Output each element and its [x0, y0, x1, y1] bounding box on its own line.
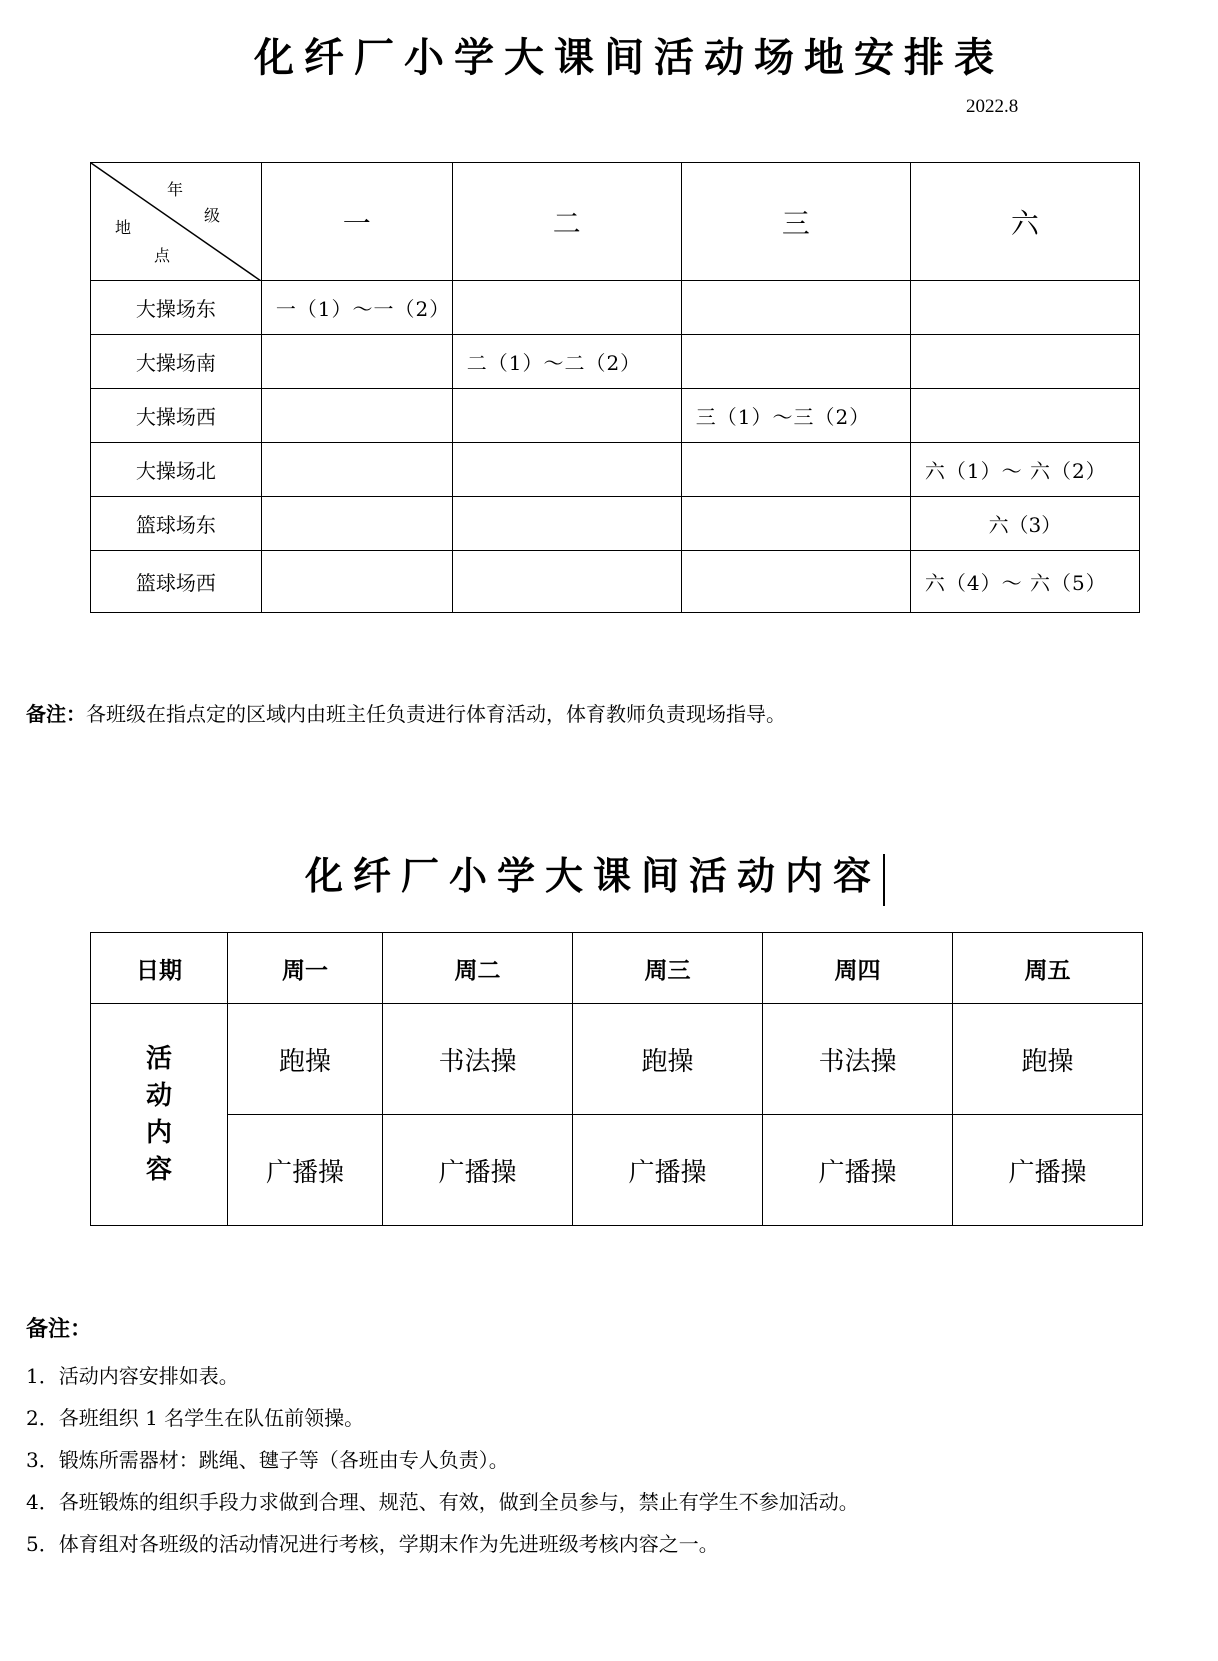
assignment-cell	[261, 335, 452, 389]
assignment-cell	[910, 389, 1139, 443]
note-venue	[26, 698, 786, 727]
place-cell: 大操场北	[91, 443, 262, 497]
header-cell: 周二	[383, 933, 573, 1004]
table-row	[91, 1115, 1143, 1226]
assignment-cell	[261, 551, 452, 613]
table-row	[91, 551, 1140, 613]
corner-label-place-2: 点	[154, 246, 171, 265]
assignment-cell	[452, 389, 681, 443]
page-title-schedule: 化纤厂小学大课间活动场地安排表	[254, 34, 1004, 81]
header-cell: 周三	[573, 933, 763, 1004]
header-cell: 日期	[91, 933, 228, 1004]
place-cell: 篮球场西	[91, 551, 262, 613]
assignment-cell: 六（1）～ 六（2）	[910, 443, 1139, 497]
grade-header: 三	[681, 163, 910, 281]
table-row	[91, 443, 1140, 497]
date-label: 2022.8	[966, 96, 1019, 117]
note-text: 各班级在指点定的区域内由班主任负责进行体育活动，体育教师负责现场指导。	[86, 702, 786, 726]
side-label-char: 容	[145, 1154, 172, 1185]
assignment-cell	[910, 281, 1139, 335]
note-item: 4．各班锻炼的组织手段力求做到合理、规范、有效，做到全员参与，禁止有学生不参加活动。	[26, 1490, 859, 1514]
activity-cell: 广播操	[763, 1115, 953, 1226]
assignment-cell	[452, 551, 681, 613]
activity-cell: 书法操	[763, 1004, 953, 1115]
activity-cell: 跑操	[953, 1004, 1143, 1115]
note-item: 2．各班组织 1 名学生在队伍前领操。	[26, 1406, 365, 1430]
table-row	[91, 335, 1140, 389]
activity-cell: 广播操	[573, 1115, 763, 1226]
venue-table	[90, 162, 1140, 613]
note-item: 3．锻炼所需器材：跳绳、毽子等（各班由专人负责）。	[26, 1448, 509, 1472]
side-label-char: 内	[145, 1117, 172, 1148]
grade-header: 二	[452, 163, 681, 281]
assignment-cell	[261, 497, 452, 551]
note-item: 5．体育组对各班级的活动情况进行考核，学期末作为先进班级考核内容之一。	[26, 1532, 719, 1556]
header-cell: 周四	[763, 933, 953, 1004]
note-label: 备注：	[26, 702, 86, 726]
note-item: 1．活动内容安排如表。	[26, 1364, 239, 1388]
place-cell: 大操场南	[91, 335, 262, 389]
activity-cell: 书法操	[383, 1004, 573, 1115]
assignment-cell: 六（4）～ 六（5）	[910, 551, 1139, 613]
assignment-cell	[681, 497, 910, 551]
assignment-cell	[681, 551, 910, 613]
page-title-activities	[0, 845, 1204, 906]
activity-cell: 跑操	[228, 1004, 383, 1115]
assignment-cell	[681, 281, 910, 335]
assignment-cell	[261, 443, 452, 497]
table-row	[91, 497, 1140, 551]
activity-cell: 广播操	[383, 1115, 573, 1226]
activity-cell: 跑操	[573, 1004, 763, 1115]
assignment-cell	[452, 443, 681, 497]
table-header-row	[91, 933, 1143, 1004]
assignment-cell	[261, 389, 452, 443]
place-cell: 篮球场东	[91, 497, 262, 551]
assignment-cell: 二（1）～二（2）	[452, 335, 681, 389]
grade-header: 一	[261, 163, 452, 281]
side-label-char: 活	[145, 1043, 172, 1074]
assignment-cell: 三（1）～三（2）	[681, 389, 910, 443]
activity-cell: 广播操	[953, 1115, 1143, 1226]
table-row	[91, 1004, 1143, 1115]
assignment-cell	[910, 335, 1139, 389]
corner-label-grade-2: 级	[204, 206, 221, 225]
place-cell: 大操场西	[91, 389, 262, 443]
assignment-cell: 一（1）～一（2）	[261, 281, 452, 335]
assignment-cell	[681, 443, 910, 497]
place-cell: 大操场东	[91, 281, 262, 335]
assignment-cell: 六（3）	[910, 497, 1139, 551]
diagonal-header-cell	[91, 163, 262, 281]
header-cell: 周五	[953, 933, 1143, 1004]
activities-title-text: 化纤厂小学大课间活动内容	[304, 853, 881, 898]
assignment-cell	[452, 281, 681, 335]
note2-label: 备注：	[26, 1316, 93, 1342]
activity-cell: 广播操	[228, 1115, 383, 1226]
activity-side-label	[91, 1004, 228, 1226]
header-cell: 周一	[228, 933, 383, 1004]
table-row	[91, 389, 1140, 443]
assignment-cell	[452, 497, 681, 551]
text-cursor	[883, 854, 885, 906]
activity-table	[90, 932, 1143, 1226]
side-label-char: 动	[145, 1080, 172, 1111]
grade-header: 六	[910, 163, 1139, 281]
corner-label-place-1: 地	[115, 218, 132, 237]
assignment-cell	[681, 335, 910, 389]
corner-label-grade-1: 年	[167, 180, 184, 199]
table-row	[91, 281, 1140, 335]
